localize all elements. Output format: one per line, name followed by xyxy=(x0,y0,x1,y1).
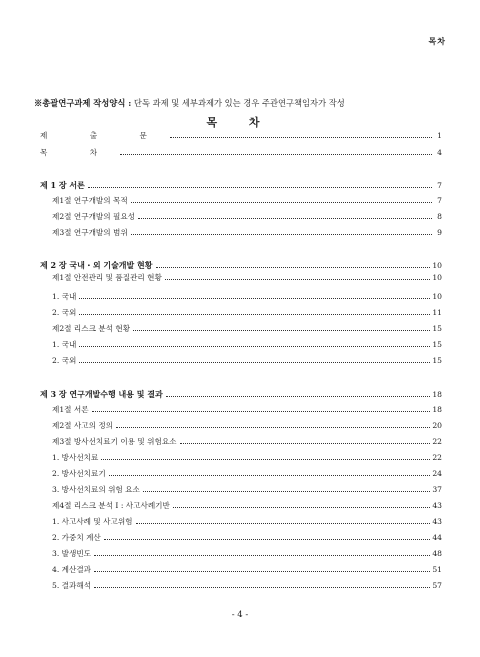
toc-leader-dots xyxy=(79,308,430,315)
toc-page-number: 57 xyxy=(432,581,442,590)
toc-leader-dots xyxy=(116,421,430,428)
toc-page-number: 51 xyxy=(432,565,442,574)
toc-row[interactable] xyxy=(40,131,442,141)
toc-entry-label: 제4절 리스크 분석 I : 사고사례기반 xyxy=(52,501,170,510)
toc-page-number: 43 xyxy=(432,517,442,526)
toc-leader-dots xyxy=(104,533,431,540)
toc-entry-label: 4. 계산결과 xyxy=(52,565,92,574)
toc-page-number: 48 xyxy=(432,549,442,558)
toc-row[interactable] xyxy=(40,485,442,495)
toc-entry-label: 1. 방사선치료 xyxy=(52,453,99,462)
toc-chapter-row[interactable] xyxy=(40,180,442,191)
toc-page-number: 15 xyxy=(432,356,442,365)
toc-page-number: 4 xyxy=(437,148,442,157)
toc-leader-dots xyxy=(79,340,430,347)
instruction-line xyxy=(34,97,446,109)
toc-entry-label: 제1절 안전관리 및 품질관리 현황 xyxy=(52,273,162,282)
toc-row[interactable] xyxy=(40,292,442,302)
toc-page-number: 7 xyxy=(437,181,442,190)
toc-entry-label: 제1절 연구개발의 목적 xyxy=(52,196,128,205)
toc-entry-label: 제3절 연구개발의 범위 xyxy=(52,228,128,237)
toc-leader-dots xyxy=(79,356,430,363)
toc-page-number: 18 xyxy=(432,405,442,414)
toc-page-number: 15 xyxy=(432,340,442,349)
toc-row[interactable] xyxy=(40,196,442,206)
toc-leader-dots xyxy=(79,292,430,299)
toc-page-number: 20 xyxy=(432,421,442,430)
toc-row[interactable] xyxy=(40,437,442,447)
toc-entry-label: 3. 발생빈도 xyxy=(52,549,92,558)
toc-leader-dots xyxy=(173,501,431,508)
toc-entry-label: 제3절 방사선치료기 이용 및 위험요소 xyxy=(52,437,177,446)
toc-entry-label: 제 출 문 xyxy=(40,131,167,140)
toc-leader-dots xyxy=(120,148,432,155)
toc-leader-dots xyxy=(166,390,431,397)
toc-row[interactable] xyxy=(40,356,442,366)
toc-leader-dots xyxy=(94,549,430,556)
toc-leader-dots xyxy=(156,261,431,268)
toc-entry-label: 제1절 서론 xyxy=(52,405,89,414)
toc-row[interactable] xyxy=(40,212,442,222)
toc-leader-dots xyxy=(94,565,430,572)
toc-row[interactable] xyxy=(40,324,442,334)
toc-row[interactable] xyxy=(40,273,442,283)
toc-page-number: 24 xyxy=(432,469,442,478)
toc-entry-label: 2. 가중치 계산 xyxy=(52,533,101,542)
toc-entry-label: 1. 국내 xyxy=(52,340,77,349)
toc-row[interactable] xyxy=(40,517,442,527)
toc-leader-dots xyxy=(138,212,432,219)
toc-title: 목 차 xyxy=(206,116,274,129)
toc-entry-label: 제 3 장 연구개발수행 내용 및 결과 xyxy=(40,389,163,399)
toc-page-number: 22 xyxy=(432,453,442,462)
toc-entry-label: 5. 결과해석 xyxy=(52,581,92,590)
page-number: - 4 - xyxy=(231,610,249,620)
toc-leader-dots xyxy=(133,324,430,331)
toc-entry-label: 제2절 리스크 분석 현황 xyxy=(52,324,131,333)
toc-row[interactable] xyxy=(40,501,442,511)
toc-row[interactable] xyxy=(40,453,442,463)
toc-row[interactable] xyxy=(40,340,442,350)
toc-page-number: 43 xyxy=(432,501,442,510)
instruction-text: 단독 과제 및 세부과제가 있는 경우 주관연구책임자가 작성 xyxy=(131,98,345,108)
toc-entry-label: 2. 방사선치료기 xyxy=(52,469,106,478)
toc-page-number: 18 xyxy=(432,390,442,399)
page-header-label: 목차 xyxy=(428,36,446,46)
toc-row[interactable] xyxy=(40,421,442,431)
toc-row[interactable] xyxy=(40,565,442,575)
toc-chapter-row[interactable] xyxy=(40,260,442,271)
toc-row[interactable] xyxy=(40,581,442,591)
toc-page-number: 22 xyxy=(432,437,442,446)
toc-row[interactable] xyxy=(40,308,442,318)
toc-page-number: 9 xyxy=(437,228,442,237)
toc-leader-dots xyxy=(180,437,431,444)
toc-page-number: 1 xyxy=(437,131,442,140)
toc-row[interactable] xyxy=(40,405,442,415)
toc-page-number: 11 xyxy=(432,308,442,317)
toc-entry-label: 제2절 연구개발의 필요성 xyxy=(52,212,136,221)
toc-leader-dots xyxy=(143,485,430,492)
toc-leader-dots xyxy=(92,405,431,412)
instruction-prefix: ※총괄연구과제 작성양식 : xyxy=(34,98,132,108)
toc-chapter-row[interactable] xyxy=(40,389,442,400)
toc-row[interactable] xyxy=(40,549,442,559)
toc-entry-label: 제2절 사고의 정의 xyxy=(52,421,114,430)
toc-page-number: 10 xyxy=(432,261,442,270)
toc-page-number: 10 xyxy=(432,273,442,282)
toc-entry-label: 제 2 장 국내・외 기술개발 현황 xyxy=(40,260,153,270)
toc-page-number: 15 xyxy=(432,324,442,333)
toc-entry-label: 3. 방사선치료의 위험 요소 xyxy=(52,485,140,494)
toc-page-number: 8 xyxy=(437,212,442,221)
toc-leader-dots xyxy=(94,581,430,588)
toc-row[interactable] xyxy=(40,228,442,238)
toc-leader-dots xyxy=(131,196,432,203)
toc-entry-label: 제 1 장 서론 xyxy=(40,180,85,190)
toc-leader-dots xyxy=(88,181,432,188)
toc-page-number: 10 xyxy=(432,292,442,301)
toc-leader-dots xyxy=(109,469,431,476)
toc-row[interactable] xyxy=(40,533,442,543)
toc-row[interactable] xyxy=(40,148,442,158)
toc-entry-label: 목 차 xyxy=(40,148,118,157)
toc-row[interactable] xyxy=(40,469,442,479)
toc-leader-dots xyxy=(170,131,432,138)
toc-leader-dots xyxy=(131,228,432,235)
toc-page-number: 7 xyxy=(437,196,442,205)
toc-entry-label: 1. 국내 xyxy=(52,292,77,301)
toc-page-number: 37 xyxy=(432,485,442,494)
toc-entry-label: 2. 국외 xyxy=(52,356,77,365)
toc-entry-label: 2. 국외 xyxy=(52,308,77,317)
toc-leader-dots xyxy=(136,517,431,524)
toc-leader-dots xyxy=(101,453,430,460)
toc-entry-label: 1. 사고사례 및 사고위험 xyxy=(52,517,133,526)
toc-leader-dots xyxy=(165,273,430,280)
toc-page-number: 44 xyxy=(432,533,442,542)
